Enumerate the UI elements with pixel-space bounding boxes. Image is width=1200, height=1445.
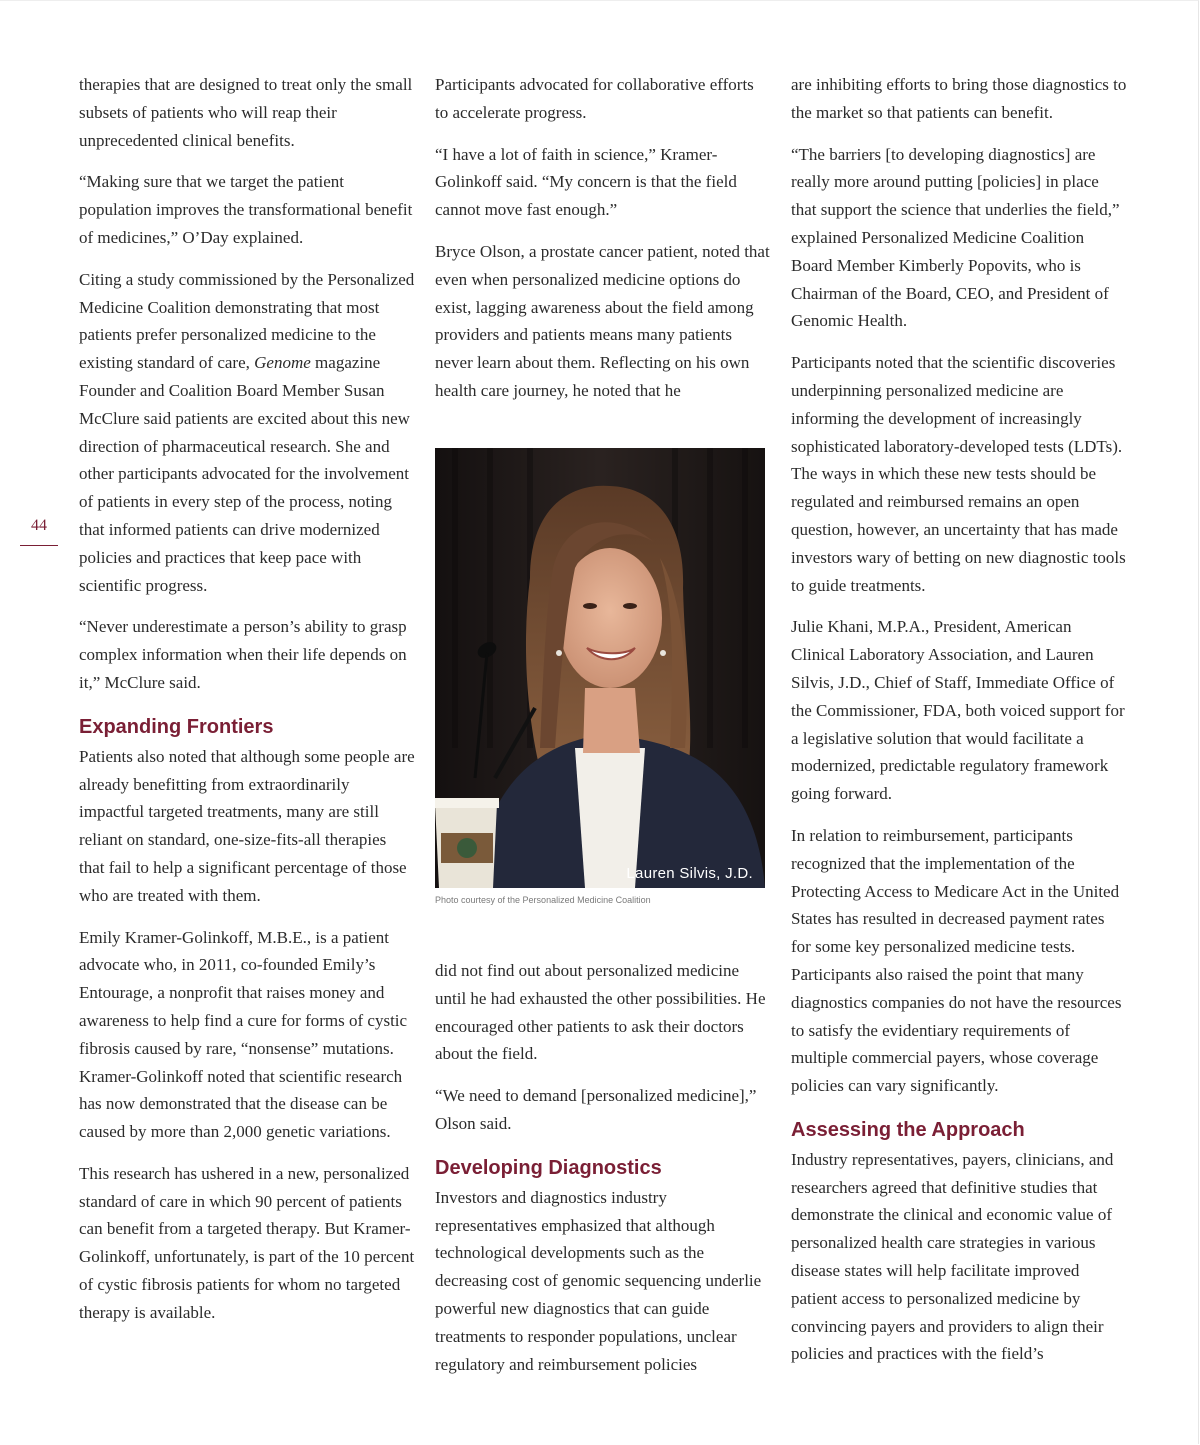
magazine-title: Genome	[254, 353, 311, 373]
column-2-top	[435, 71, 771, 419]
photo-caption: Lauren Silvis, J.D.	[626, 865, 753, 882]
paragraph: Participants noted that the scientific discoveries underpinning personalized medicine are informing the development of increasingly sophisticated laboratory-developed tests (LDTs). The ways in which these new tests should be regulated and reimbursed remains an open question, however, an uncertainty that has made investors wary of betting on new diagnostic tools to guide treatments.	[791, 353, 1126, 595]
paragraph: “The barriers [to developing diagnostics] are really more around putting [policies] in place that support the science that underlies the field,” explained Personalized Medicine Coalition Board Member Kimberly Popovits, who is Chairman of the Board, CEO, and President of Genomic Health.	[791, 144, 1120, 331]
paragraph: did not find out about personalized medicine until he had exhausted the other possibilities. He encouraged other patients to ask their doctors about the field.	[435, 961, 766, 1064]
paragraph: Patients also noted that although some people are already benefitting from extraordinarily impactful targeted treatments, many are still reliant on standard, one-size-fits-all therapies that fail to help a significant percentage of those who are treated with them.	[79, 746, 415, 905]
paragraph: “Making sure that we target the patient population improves the transformational benefit of medicines,” O’Day explained.	[79, 172, 413, 247]
section-heading-expanding-frontiers: Expanding Frontiers	[79, 715, 274, 738]
paragraph: “I have a lot of faith in science,” Kramer-Golinkoff said. “My concern is that the field cannot move fast enough.”	[435, 144, 737, 220]
paragraph: Julie Khani, M.P.A., President, American Clinical Laboratory Association, and Lauren Silvis, J.D., Chief of Staff, Immediate Office of the Commissioner, FDA, both voiced support for a legislative solution that would facilitate a modernized, predictable regulatory framework going forward.	[791, 617, 1125, 804]
photo-credit: Photo courtesy of the Personalized Medicine Coalition	[435, 895, 651, 905]
paragraph	[79, 266, 415, 600]
paragraph: Bryce Olson, a prostate cancer patient, noted that even when personalized medicine options do exist, lagging awareness about the field among providers and patients means many patients never learn about them. Reflecting on his own health care journey, he noted that he	[435, 241, 770, 400]
speaker-photo	[435, 448, 765, 888]
column-2-bottom	[435, 957, 771, 1392]
paragraph: In relation to reimbursement, participants recognized that the implementation of the Protecting Access to Medicare Act in the United States has resulted in decreased payment rates for some key personalized medicine tests. Participants also raised the point that many diagnostics companies do not have the resources to satisfy the evidentiary requirements of multiple commercial payers, whose coverage policies can vary significantly.	[791, 825, 1122, 1096]
paragraph: Participants advocated for collaborative efforts to accelerate progress.	[435, 75, 754, 122]
paragraph: This research has ushered in a new, personalized standard of care in which 90 percent of patients can benefit from a targeted therapy. But Kramer-Golinkoff, unfortunately, is part of the 10 percent of cystic fibrosis patients for whom no targeted therapy is available.	[79, 1163, 415, 1322]
page-number: 44	[31, 517, 47, 534]
paragraph: therapies that are designed to treat only the small subsets of patients who will reap their unprecedented clinical benefits.	[79, 75, 413, 150]
column-3	[791, 71, 1127, 1382]
page-number-rule	[20, 545, 58, 546]
paragraph: “Never underestimate a person’s ability to grasp complex information when their life depends on it,” McClure said.	[79, 617, 407, 692]
section-heading-assessing-the-approach: Assessing the Approach	[791, 1118, 1025, 1141]
paragraph: are inhibiting efforts to bring those diagnostics to the market so that patients can benefit.	[791, 75, 1127, 122]
paragraph: “We need to demand [personalized medicine],” Olson said.	[435, 1086, 757, 1133]
column-1	[79, 71, 415, 1341]
paragraph: Emily Kramer-Golinkoff, M.B.E., is a patient advocate who, in 2011, co-founded Emily’s Entourage, a nonprofit that raises money and awareness to help find a cure for forms of cystic fibrosis caused by rare, “nonsense” mutations. Kramer-Golinkoff noted that scientific research has now demonstrated that the disease can be caused by more than 2,000 genetic variations.	[79, 927, 408, 1142]
paragraph: Industry representatives, payers, clinicians, and researchers agreed that definitive studies that demonstrate the clinical and economic value of personalized health care strategies in various disease states will help facilitate improved patient access to personalized medicine by convincing payers and providers to align their policies and practices with the field’s	[791, 1149, 1114, 1364]
paragraph-text: Citing a study commissioned by the Personalized Medicine Coalition demonstrating that most patients prefer personalized medicine to the existing standard of care,	[79, 269, 415, 373]
speaker-portrait-illustration	[435, 448, 765, 888]
section-heading-developing-diagnostics: Developing Diagnostics	[435, 1156, 662, 1179]
paragraph: Investors and diagnostics industry representatives emphasized that although technological developments such as the decreasing cost of genomic sequencing underlie powerful new diagnostics that can guide treatments to responder populations, unclear regulatory and reimbursement policies	[435, 1187, 762, 1374]
paragraph-text: magazine Founder and Coalition Board Member Susan McClure said patients are excited about this new direction of pharmaceutical research. She and other participants advocated for the involvement of patients in every step of the process, noting that informed patients can drive modernized policies and practices that keep pace with scientific progress.	[79, 353, 410, 595]
